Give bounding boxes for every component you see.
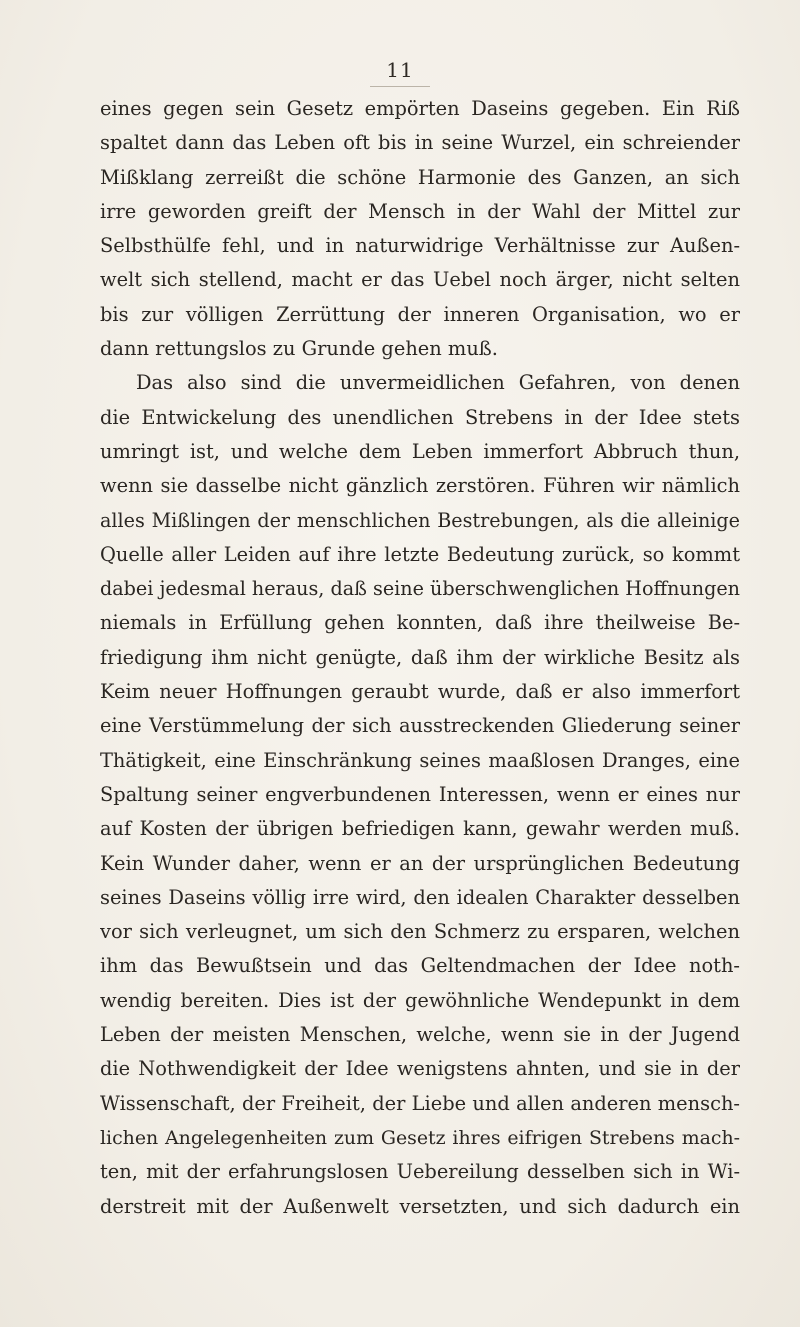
text-line: eine Verstümmelung der sich ausstreckenden Gliederung seiner <box>100 714 740 738</box>
text-line: bis zur völligen Zerrüttung der inneren Organisation, wo er <box>100 302 740 326</box>
page-number: 11 <box>0 58 800 82</box>
text-line: die Nothwendigkeit der Idee wenigstens ahnten, und sie in der <box>100 1057 740 1081</box>
text-line: ihm das Bewußtsein und das Geltendmachen der Idee noth- <box>100 954 740 978</box>
body-text <box>100 92 740 1224</box>
text-line: vor sich verleugnet, um sich den Schmerz zu ersparen, welchen <box>100 920 740 944</box>
text-line: Thätigkeit, eine Einschränkung seines maaßlosen Dranges, eine <box>100 748 740 772</box>
text-line: Quelle aller Leiden auf ihre letzte Bedeutung zurück, so kommt <box>100 542 740 566</box>
text-line: Das also sind die unvermeidlichen Gefahren, von denen <box>136 371 740 395</box>
text-line: Kein Wunder daher, wenn er an der ursprünglichen Bedeutung <box>100 851 740 875</box>
text-line: ten, mit der erfahrungslosen Uebereilung desselben sich in Wi- <box>100 1160 740 1184</box>
text-line: irre geworden greift der Mensch in der Wahl der Mittel zur <box>100 199 740 223</box>
text-line: eines gegen sein Gesetz empörten Daseins gegeben. Ein Riß <box>100 97 740 120</box>
text-line: Keim neuer Hoffnungen geraubt wurde, daß er also immerfort <box>100 680 740 704</box>
text-line: alles Mißlingen der menschlichen Bestrebungen, als die alleinige <box>100 508 740 532</box>
text-line: seines Daseins völlig irre wird, den idealen Charakter desselben <box>100 885 740 909</box>
text-line: welt sich stellend, macht er das Uebel noch ärger, nicht selten <box>100 268 740 292</box>
text-line: friedigung ihm nicht genügte, daß ihm der wirkliche Besitz als <box>100 645 740 669</box>
text-line: wenn sie dasselbe nicht gänzlich zerstören. Führen wir nämlich <box>100 474 740 498</box>
text-line: umringt ist, und welche dem Leben immerfort Abbruch thun, <box>100 439 740 463</box>
text-line: Spaltung seiner engverbundenen Interessen, wenn er eines nur <box>100 782 740 806</box>
text-line: Leben der meisten Menschen, welche, wenn sie in der Jugend <box>100 1023 740 1047</box>
text-line: Mißklang zerreißt die schöne Harmonie des Ganzen, an sich <box>100 165 740 189</box>
text-line: Selbsthülfe fehl, und in naturwidrige Verhältnisse zur Außen- <box>100 234 740 258</box>
text-line: auf Kosten der übrigen befriedigen kann, gewahr werden muß. <box>100 817 740 841</box>
text-line: derstreit mit der Außenwelt versetzten, und sich dadurch ein <box>100 1194 740 1218</box>
text-line: Wissenschaft, der Freiheit, der Liebe und allen anderen mensch- <box>100 1091 740 1115</box>
text-line: wendig bereiten. Dies ist der gewöhnliche Wendepunkt in dem <box>100 988 740 1012</box>
text-line: spaltet dann das Leben oft bis in seine Wurzel, ein schreiender <box>100 131 740 155</box>
text-line: lichen Angelegenheiten zum Gesetz ihres eifrigen Strebens mach- <box>100 1126 740 1149</box>
text-line: dann rettungslos zu Grunde gehen muß. <box>100 337 498 361</box>
text-line: niemals in Erfüllung gehen konnten, daß ihre theilweise Be- <box>100 611 740 635</box>
text-line: die Entwickelung des unendlichen Strebens in der Idee stets <box>100 405 740 429</box>
text-line: dabei jedesmal heraus, daß seine überschwenglichen Hoffnungen <box>100 577 740 601</box>
